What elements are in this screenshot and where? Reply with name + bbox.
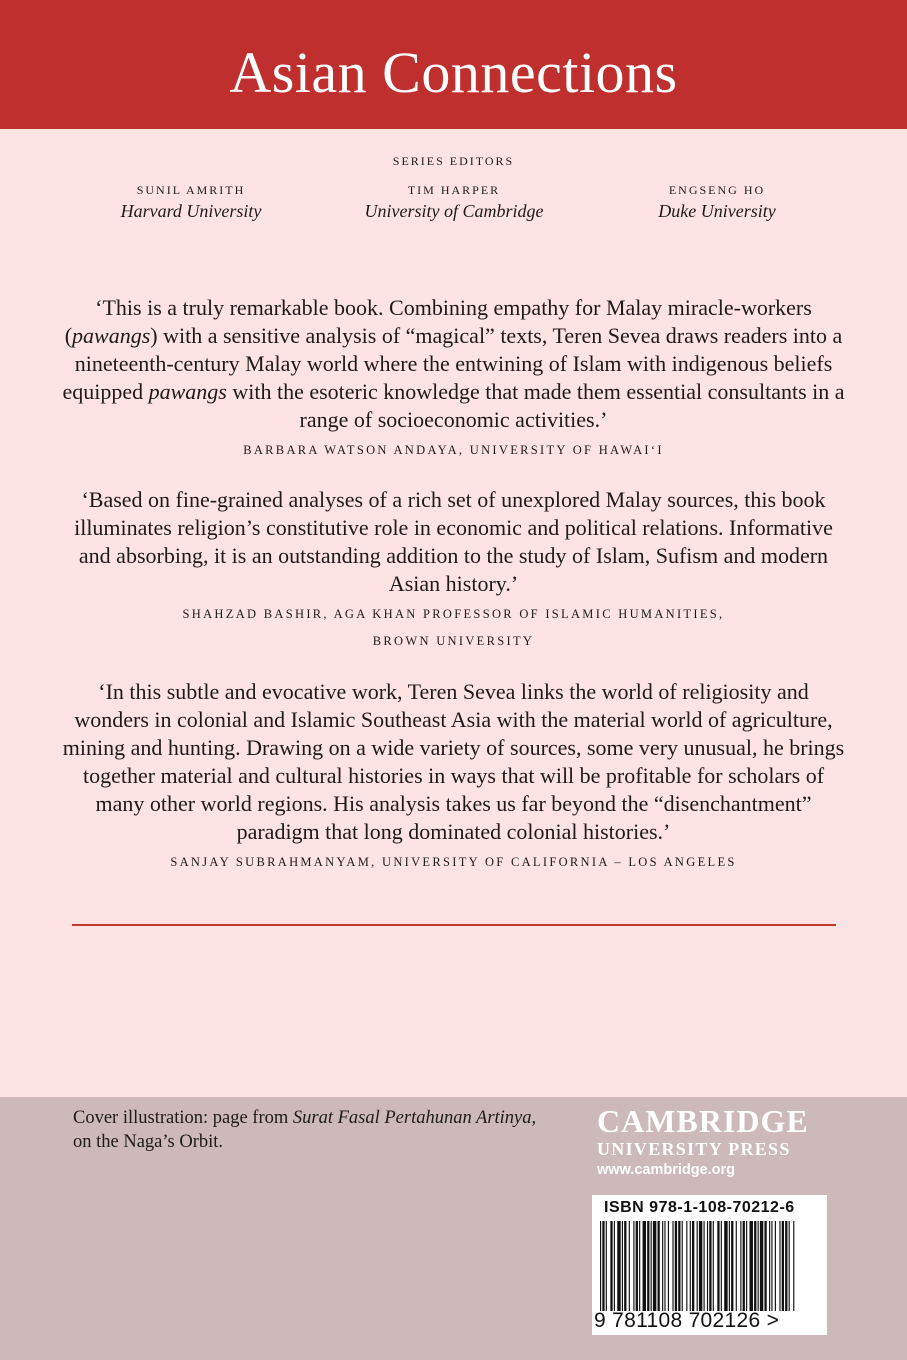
editor-name: ENGSENG HO: [668, 183, 766, 197]
isbn-label: ISBN 978-1-108-70212-6: [604, 1199, 795, 1216]
quote-text: ‘In this subtle and evocative work, Teren Sevea links the world of religiosity and wonders in colonial and Islamic Southeast Asia with the material world of agriculture, mining and hunting. Drawing on a wide variety of sources, some very unusual, he brings together material and cultural histories in ways that will be profitable for scholars of many other world regions. His analysis takes us far beyond the “disenchantment” paradigm that long dominated colonial histories.’: [62, 679, 845, 844]
barcode-digits: 9 781108 702126 >: [594, 1309, 780, 1332]
isbn-barcode: [592, 1195, 827, 1335]
editor-2: [324, 181, 584, 223]
editor-institution: Harvard University: [120, 201, 262, 221]
editor-name: TIM HARPER: [407, 183, 501, 197]
cover-illustration-caption: Cover illustration: page from Surat Fasal Pertahunan Artinya, on the Naga’s Orbit.: [73, 1108, 537, 1152]
editor-institution: Duke University: [658, 201, 776, 221]
quote-text: ‘Based on fine-grained analyses of a rich set of unexplored Malay sources, this book illuminates religion’s constitutive role in economic and political relations. Informative and absorbing, it is an outstanding addition to the study of Islam, Sufism and modern Asian history.’: [74, 487, 833, 596]
editor-1: [61, 181, 321, 223]
divider-rule: [72, 924, 836, 926]
publisher-subtitle: UNIVERSITY PRESS: [597, 1139, 791, 1159]
publisher-logo: [597, 1104, 827, 1180]
publisher-name: CAMBRIDGE: [597, 1103, 809, 1139]
review-quote-3: [60, 678, 847, 876]
editor-name: SUNIL AMRITH: [136, 183, 246, 197]
quote-attribution: SHAHZAD BASHIR, AGA KHAN PROFESSOR OF ISLAMIC HUMANITIES, BROWN UNIVERSITY: [182, 607, 725, 648]
quote-text: ‘This is a truly remarkable book. Combining empathy for Malay miracle-workers (pawangs) with a sensitive analysis of “magical” texts, Teren Sevea draws readers into a nineteenth-century Malay world where the entwining of Islam with indigenous beliefs equipped pawangs with the esoteric knowledge that made them essential consultants in a range of socioeconomic activities.’: [62, 295, 845, 432]
review-quote-2: [60, 486, 847, 655]
editor-institution: University of Cambridge: [364, 201, 544, 221]
review-quote-1: [60, 294, 847, 464]
editor-3: [587, 181, 847, 223]
series-editors-label: SERIES EDITORS: [392, 154, 515, 168]
quote-attribution: BARBARA WATSON ANDAYA, UNIVERSITY OF HAWAI‘I: [243, 443, 664, 457]
publisher-url: www.cambridge.org: [597, 1162, 736, 1178]
quote-attribution: SANJAY SUBRAHMANYAM, UNIVERSITY OF CALIFORNIA – LOS ANGELES: [170, 855, 737, 869]
barcode-bars: [598, 1221, 798, 1311]
series-title: Asian Connections: [229, 40, 678, 105]
